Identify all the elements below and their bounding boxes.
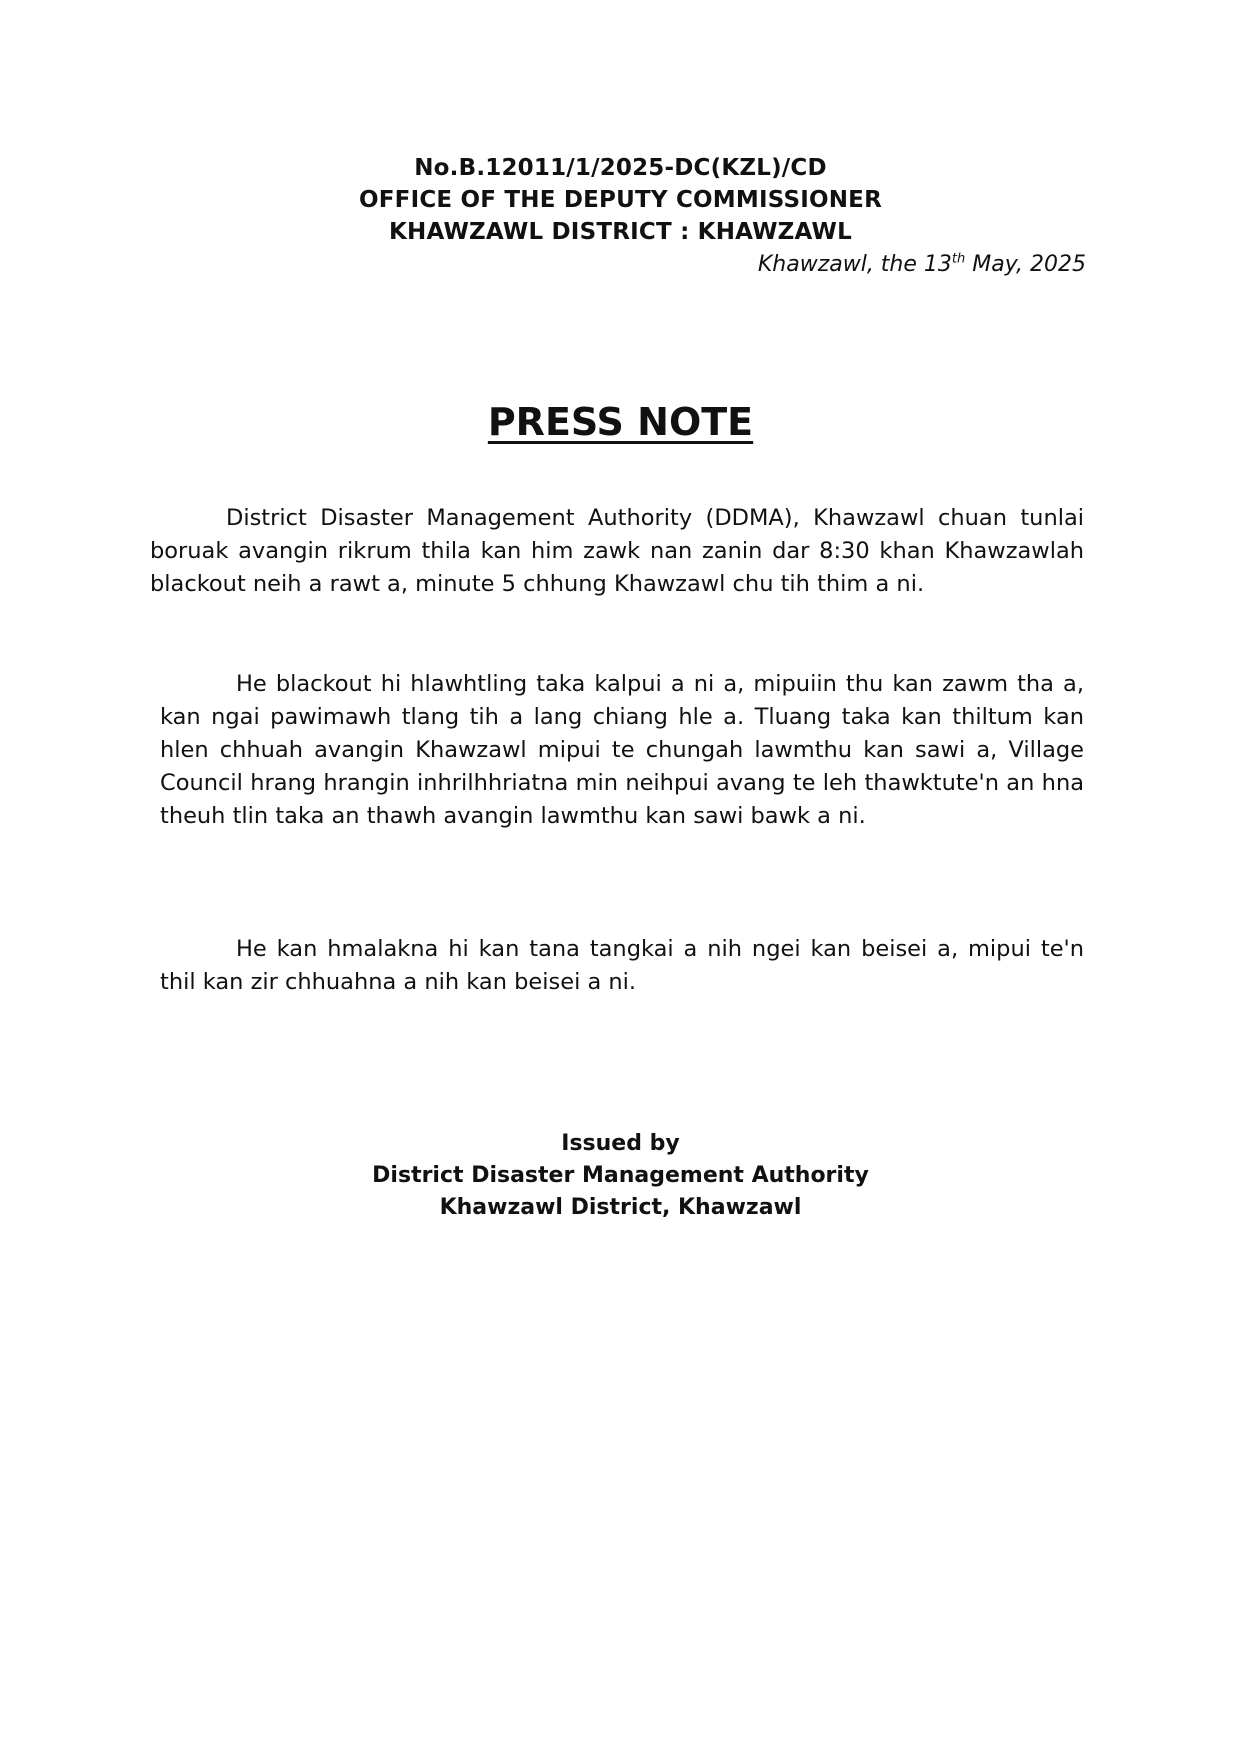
issuing-authority: District Disaster Management Authority bbox=[372, 1163, 869, 1188]
signature-block bbox=[0, 1128, 1241, 1224]
reference-number: No.B.12011/1/2025-DC(KZL)/CD bbox=[414, 155, 827, 181]
date-rest: May, 2025 bbox=[965, 252, 1086, 277]
issuing-location: Khawzawl District, Khawzawl bbox=[439, 1195, 802, 1220]
page-title: PRESS NOTE bbox=[487, 400, 754, 444]
letterhead bbox=[0, 152, 1241, 248]
paragraph-2: He blackout hi hlawhtling taka kalpui a ni a, mipuiin thu kan zawm tha a, kan ngai pawimawh tlang tih a lang chiang hle a. Tluang taka kan thiltum kan hlen chhuah avangin Khawzawl mipui te chungah lawmthu kan sawi a, Village Council hrang hrangin inhrilhhriatna min neihpui avang te leh thawktute'n an hna theuh tlin taka an thawh avangin lawmthu kan sawi bawk a ni. bbox=[160, 671, 1084, 829]
paragraph-1: District Disaster Management Authority (DDMA), Khawzawl chuan tunlai boruak avangin rikrum thila kan him zawk nan zanin dar 8:30 khan Khawzawlah blackout neih a rawt a, minute 5 chhung Khawzawl chu tih thim a ni. bbox=[150, 505, 1084, 597]
issued-by-label: Issued by bbox=[561, 1131, 680, 1156]
paragraph-3: He kan hmalakna hi kan tana tangkai a nih ngei kan beisei a, mipui te'n thil kan zir chhuahna a nih kan beisei a ni. bbox=[160, 936, 1084, 995]
date-prefix: Khawzawl, the 13 bbox=[757, 252, 952, 277]
date-ordinal-suffix: th bbox=[951, 251, 966, 267]
office-name: OFFICE OF THE DEPUTY COMMISSIONER bbox=[359, 187, 882, 213]
district-name: KHAWZAWL DISTRICT : KHAWZAWL bbox=[389, 219, 852, 245]
date-line bbox=[758, 250, 1086, 280]
